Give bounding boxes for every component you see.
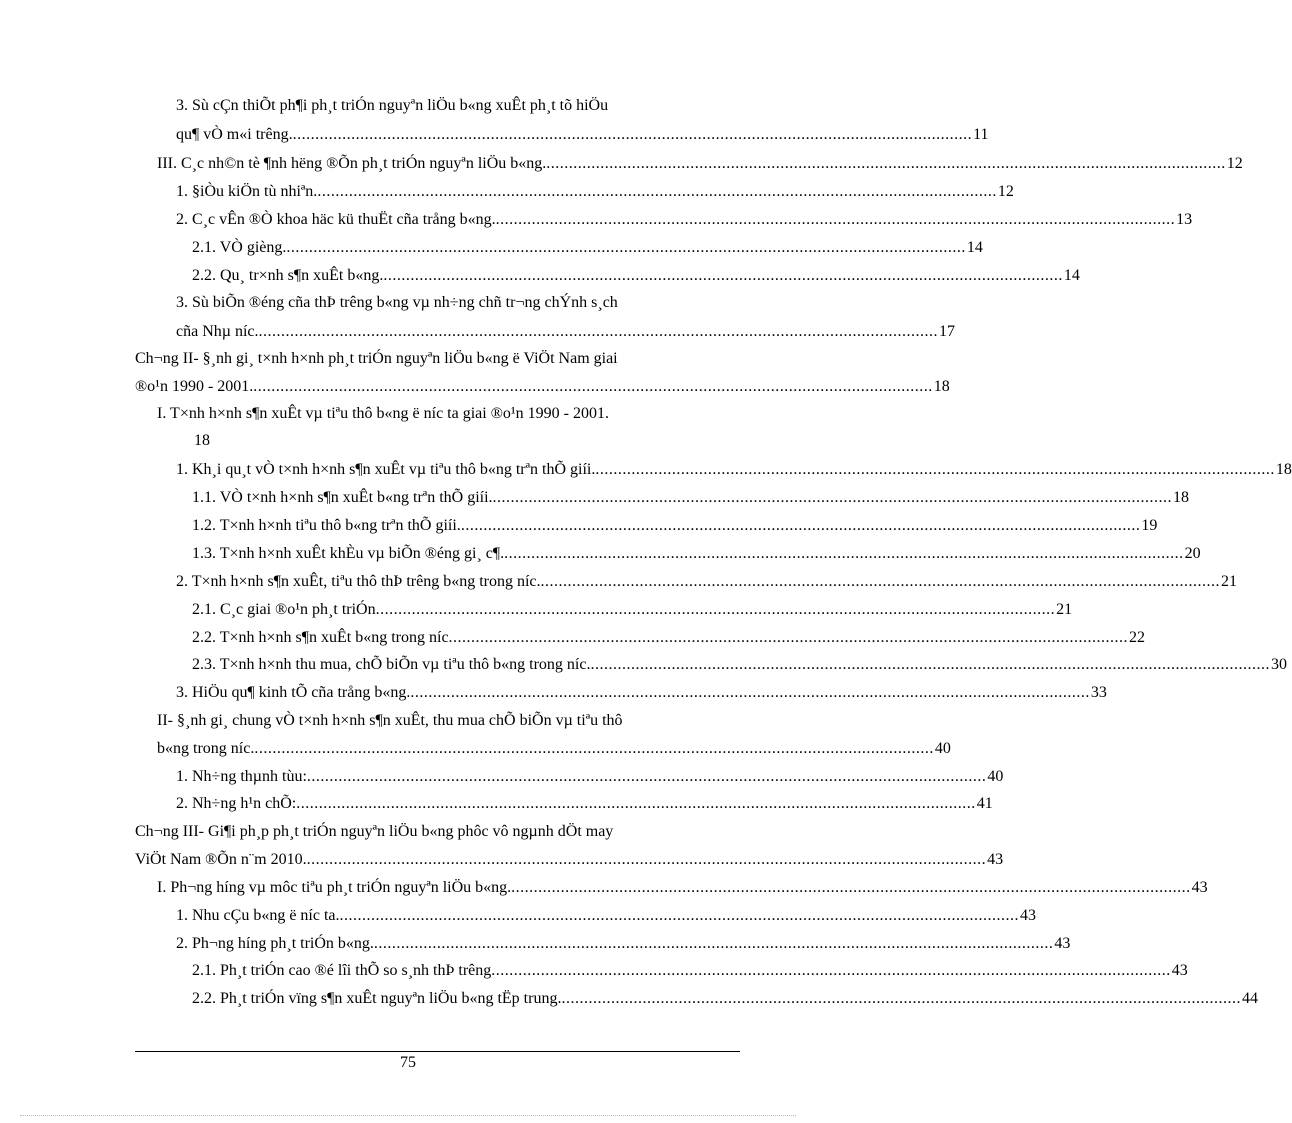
toc-entry-text: I. Ph¬ng híng vµ môc tiªu ph¸t triÓn nguyªn liÖu b«ng.	[157, 879, 512, 896]
leader-dots: .......................................................................................................................................................	[383, 267, 1063, 284]
toc-entry	[176, 95, 740, 117]
toc-entry-text: Ch¬ng II- §¸nh gi¸ t×nh h×nh ph¸t triÓn nguyªn liÖu b«ng ë ViÖt Nam giai	[135, 350, 618, 367]
toc-entry-text: qu¶ vÒ m«i trêng.	[176, 126, 293, 143]
toc-page-number: 40	[934, 740, 951, 757]
toc-entry	[176, 571, 1238, 593]
toc-entry	[192, 627, 1146, 649]
toc-entry-text: cña Nhµ níc.	[176, 323, 259, 340]
toc-page-number: 11	[973, 126, 989, 143]
leader-dots: .......................................................................................................................................................	[375, 601, 1056, 618]
toc-entry	[192, 237, 983, 259]
toc-entry-text: I. T×nh h×nh s¶n xuÊt vµ tiªu thô b«ng ë níc ta giai ®o¹n 1990 - 2001.	[157, 405, 609, 422]
toc-entry	[157, 738, 951, 760]
toc-page-number: 43	[1020, 907, 1037, 924]
leader-dots: .......................................................................................................................................................	[306, 851, 987, 868]
toc-page-number: 21	[1221, 573, 1238, 590]
leader-dots: .......................................................................................................................................................	[590, 656, 1270, 673]
toc-entry-text: ®o¹n 1990 - 2001.	[135, 378, 254, 395]
toc-entry	[192, 988, 1258, 1010]
toc-entry	[192, 543, 1201, 565]
toc-entry-text: 1. Nhu cÇu b«ng ë níc ta.	[176, 907, 340, 924]
toc-page-number: 20	[1184, 545, 1201, 562]
leader-dots: .......................................................................................................................................................	[286, 239, 966, 256]
leader-dots: .......................................................................................................................................................	[511, 879, 1191, 896]
toc-entry-text: 1.2. T×nh h×nh tiªu thô b«ng trªn thÕ giíi.	[192, 517, 461, 534]
toc-page-number: 18	[1173, 489, 1190, 506]
toc-entry	[192, 654, 1287, 676]
toc-page-number: 43	[1054, 935, 1071, 952]
toc-entry	[176, 209, 1193, 231]
leader-dots: .......................................................................................................................................................	[258, 323, 939, 340]
leader-dots: .......................................................................................................................................................	[492, 489, 1173, 506]
toc-page-number: 40	[987, 768, 1004, 785]
toc-entry	[176, 682, 1107, 704]
toc-entry	[176, 793, 993, 815]
toc-entry	[157, 710, 740, 732]
toc-entry	[176, 905, 1037, 927]
toc-entry-text: Ch¬ng III- Gi¶i ph¸p ph¸t triÓn nguyªn liÖu b«ng phôc vô ngµnh dÖt may	[135, 823, 614, 840]
toc-entry-text: 2. C¸c vÊn ®Ò khoa häc kü thuËt cña trång b«ng.	[176, 211, 496, 228]
leader-dots: .......................................................................................................................................................	[292, 126, 973, 143]
leader-dots: .......................................................................................................................................................	[448, 629, 1129, 646]
toc-entry-text: ViÖt Nam ®Õn n¨m 2010.	[135, 851, 307, 868]
toc-page-number: 14	[966, 239, 983, 256]
toc-page-number: 41	[976, 795, 993, 812]
toc-entry-text: 3. Sù biÕn ®éng cña thÞ trêng b«ng vµ nh÷ng chñ tr¬ng chÝnh s¸ch	[176, 294, 618, 311]
leader-dots: .......................................................................................................................................................	[546, 155, 1226, 172]
leader-dots: .......................................................................................................................................................	[595, 461, 1275, 478]
toc-entry-text: 1. §iÒu kiÖn tù nhiªn.	[176, 183, 318, 200]
leader-dots: .......................................................................................................................................................	[296, 795, 976, 812]
leader-dots: .......................................................................................................................................................	[460, 517, 1141, 534]
toc-page-number: 12	[1226, 155, 1243, 172]
toc-page-number: 22	[1129, 629, 1146, 646]
toc-entry-text: 2.2. Qu¸ tr×nh s¶n xuÊt b«ng.	[192, 267, 384, 284]
leader-dots: .......................................................................................................................................................	[491, 962, 1171, 979]
toc-page-number: 13	[1176, 211, 1193, 228]
toc-page-number: 14	[1063, 267, 1080, 284]
toc-entry	[192, 960, 1188, 982]
toc-entry	[157, 877, 1208, 899]
toc-entry	[176, 933, 1071, 955]
toc-entry-text: 3. HiÖu qu¶ kinh tÕ cña trång b«ng.	[176, 684, 411, 701]
toc-entry-text: 2.1. C¸c giai ®o¹n ph¸t triÓn	[192, 601, 376, 618]
toc-page-number: 30	[1270, 656, 1287, 673]
leader-dots: .......................................................................................................................................................	[253, 378, 933, 395]
toc-page-number: 17	[939, 323, 956, 340]
toc-entry-text: 2.1. VÒ gièng.	[192, 239, 287, 256]
toc-entry	[176, 766, 1004, 788]
leader-dots: .......................................................................................................................................................	[540, 573, 1221, 590]
toc-page-number: 43	[1191, 879, 1208, 896]
leader-dots: .......................................................................................................................................................	[504, 545, 1184, 562]
leader-dots: .......................................................................................................................................................	[410, 684, 1090, 701]
toc-entry-text: 2. T×nh h×nh s¶n xuÊt, tiªu thô thÞ trêng b«ng trong níc.	[176, 573, 541, 590]
toc-entry	[176, 181, 1014, 203]
toc-page-number: 12	[997, 183, 1014, 200]
leader-dots: .......................................................................................................................................................	[306, 768, 987, 785]
page-edge-dotted-line	[20, 1115, 796, 1116]
leader-dots: .......................................................................................................................................................	[373, 935, 1054, 952]
toc-page-number: 18	[1275, 461, 1292, 478]
toc-entry	[194, 430, 740, 452]
toc-entry-text: 2. Ph¬ng híng ph¸t triÓn b«ng.	[176, 935, 374, 952]
toc-entry	[176, 124, 989, 146]
toc-entry	[135, 849, 1004, 871]
toc-page-number: 43	[987, 851, 1004, 868]
toc-entry-text: 1.3. T×nh h×nh xuÊt khÈu vµ biÕn ®éng gi¸ c¶.	[192, 545, 505, 562]
toc-page-number: 43	[1171, 962, 1188, 979]
leader-dots: .......................................................................................................................................................	[317, 183, 997, 200]
toc-entry	[176, 292, 740, 314]
toc-entry-text: 3. Sù cÇn thiÕt ph¶i ph¸t triÓn nguyªn liÖu b«ng xuÊt ph¸t tõ hiÖu	[176, 97, 609, 114]
toc-entry	[192, 265, 1080, 287]
toc-entry-text: 2. Nh÷ng h¹n chÕ:	[176, 795, 297, 812]
toc-entry	[176, 459, 1292, 481]
leader-dots: .......................................................................................................................................................	[495, 211, 1176, 228]
toc-page-number: 19	[1141, 517, 1158, 534]
toc-entry	[192, 515, 1158, 537]
toc-page-number: 21	[1056, 601, 1073, 618]
toc-entry	[176, 321, 956, 343]
toc-entry-text: 2.3. T×nh h×nh thu mua, chÕ biÕn vµ tiªu thô b«ng trong níc.	[192, 656, 591, 673]
toc-entry	[192, 487, 1190, 509]
toc-entry-text: 1.1. VÒ t×nh h×nh s¶n xuÊt b«ng trªn thÕ giíi.	[192, 489, 493, 506]
toc-entry-text: 1. Nh÷ng thµnh tùu:	[176, 768, 307, 785]
toc-entry-text: b«ng trong níc.	[157, 740, 255, 757]
toc-entry-text: II- §¸nh gi¸ chung vÒ t×nh h×nh s¶n xuÊt, thu mua chÕ biÕn vµ tiªu thô	[157, 712, 623, 729]
toc-entry-text: 2.2. T×nh h×nh s¶n xuÊt b«ng trong níc	[192, 629, 449, 646]
toc-entry	[135, 376, 950, 398]
toc-page-number: 18	[933, 378, 950, 395]
toc-entry-text: 2.2. Ph¸t triÓn vïng s¶n xuÊt nguyªn liÖu b«ng tËp trung.	[192, 990, 562, 1007]
footer-rule	[135, 1051, 740, 1052]
toc-entry	[192, 599, 1073, 621]
leader-dots: .......................................................................................................................................................	[561, 990, 1241, 1007]
page-number: 75	[400, 1054, 416, 1071]
toc-entry	[157, 403, 740, 425]
toc-entry	[135, 348, 740, 370]
toc-entry-text: 18	[194, 432, 210, 449]
toc-page-number: 44	[1241, 990, 1258, 1007]
toc-entry-text: 2.1. Ph¸t triÓn cao ®é lîi thÕ so s¸nh thÞ trêng	[192, 962, 492, 979]
toc-entry	[135, 821, 740, 843]
toc-page-number: 33	[1090, 684, 1107, 701]
leader-dots: .......................................................................................................................................................	[339, 907, 1020, 924]
toc-entry-text: 1. Kh¸i qu¸t vÒ t×nh h×nh s¶n xuÊt vµ tiªu thô b«ng trªn thÕ giíi.	[176, 461, 596, 478]
leader-dots: .......................................................................................................................................................	[254, 740, 934, 757]
toc-entry	[157, 153, 1243, 175]
toc-entry-text: III. C¸c nh©n tè ¶nh hëng ®Õn ph¸t triÓn nguyªn liÖu b«ng.	[157, 155, 547, 172]
